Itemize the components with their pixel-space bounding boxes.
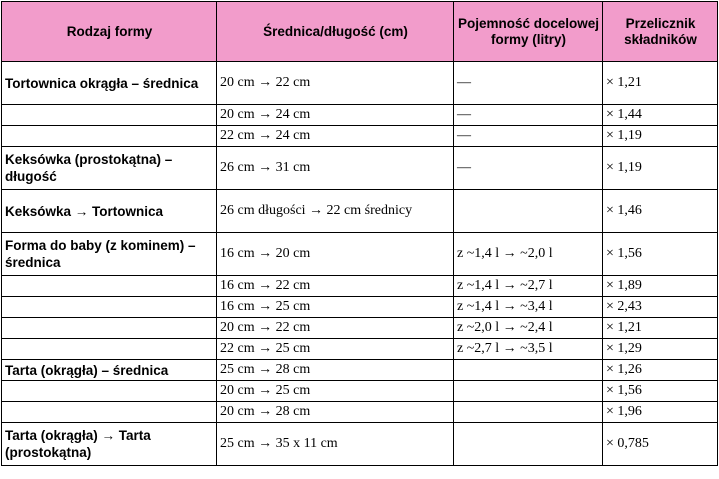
cell-factor: × 2,43	[603, 297, 718, 318]
header-volume: Pojemność docelowej formy (litry)	[454, 2, 603, 62]
cell-volume: z ~1,4 l → ~2,0 l	[454, 233, 603, 276]
cell-factor: × 1,19	[603, 126, 718, 147]
cell-volume: z ~1,4 l → ~3,4 l	[454, 297, 603, 318]
cell-type: Keksówka → Tortownica	[2, 190, 217, 233]
cell-volume	[454, 402, 603, 423]
cell-volume: —	[454, 147, 603, 190]
cell-factor: × 1,29	[603, 339, 718, 360]
header-factor: Przelicznik składników	[603, 2, 718, 62]
table-row	[2, 276, 718, 297]
cell-type: Forma do baby (z kominem) – średnica	[2, 233, 217, 276]
cell-volume: —	[454, 126, 603, 147]
cell-factor: × 1,56	[603, 233, 718, 276]
cell-volume	[454, 423, 603, 466]
table-row	[2, 402, 718, 423]
header-row	[2, 2, 718, 62]
cell-factor: × 1,21	[603, 62, 718, 105]
table-row	[2, 381, 718, 402]
cell-size: 20 cm → 22 cm	[217, 318, 454, 339]
cell-type: Keksówka (prostokątna) – długość	[2, 147, 217, 190]
cell-size: 16 cm → 25 cm	[217, 297, 454, 318]
conversion-table	[1, 1, 718, 466]
cell-size: 20 cm → 22 cm	[217, 62, 454, 105]
cell-factor: × 0,785	[603, 423, 718, 466]
cell-factor: × 1,26	[603, 360, 718, 381]
cell-volume: —	[454, 62, 603, 105]
cell-volume: —	[454, 105, 603, 126]
cell-size: 20 cm → 25 cm	[217, 381, 454, 402]
cell-volume	[454, 190, 603, 233]
cell-factor: × 1,19	[603, 147, 718, 190]
cell-volume: z ~2,0 l → ~2,4 l	[454, 318, 603, 339]
cell-volume	[454, 360, 603, 381]
table-row	[2, 147, 718, 190]
header-size: Średnica/długość (cm)	[217, 2, 454, 62]
table-row	[2, 233, 718, 276]
table-row	[2, 318, 718, 339]
cell-volume: z ~1,4 l → ~2,7 l	[454, 276, 603, 297]
cell-type: Tarta (okrągła) → Tarta (prostokątna)	[2, 423, 217, 466]
cell-type	[2, 381, 217, 402]
cell-factor: × 1,96	[603, 402, 718, 423]
cell-type: Tarta (okrągła) – średnica	[2, 360, 217, 381]
cell-size: 22 cm → 25 cm	[217, 339, 454, 360]
cell-type	[2, 402, 217, 423]
table-row	[2, 297, 718, 318]
cell-size: 22 cm → 24 cm	[217, 126, 454, 147]
cell-size: 16 cm → 22 cm	[217, 276, 454, 297]
cell-size: 16 cm → 20 cm	[217, 233, 454, 276]
table-row	[2, 423, 718, 466]
cell-type	[2, 105, 217, 126]
cell-type	[2, 276, 217, 297]
cell-type	[2, 126, 217, 147]
cell-factor: × 1,21	[603, 318, 718, 339]
table-row	[2, 360, 718, 381]
cell-factor: × 1,44	[603, 105, 718, 126]
cell-size: 25 cm → 28 cm	[217, 360, 454, 381]
cell-size: 26 cm długości → 22 cm średnicy	[217, 190, 454, 233]
cell-type	[2, 339, 217, 360]
header-type: Rodzaj formy	[2, 2, 217, 62]
table-row	[2, 190, 718, 233]
cell-factor: × 1,56	[603, 381, 718, 402]
table-row	[2, 339, 718, 360]
cell-size: 25 cm → 35 x 11 cm	[217, 423, 454, 466]
cell-factor: × 1,89	[603, 276, 718, 297]
cell-size: 20 cm → 24 cm	[217, 105, 454, 126]
cell-volume: z ~2,7 l → ~3,5 l	[454, 339, 603, 360]
cell-volume	[454, 381, 603, 402]
cell-type	[2, 318, 217, 339]
cell-size: 20 cm → 28 cm	[217, 402, 454, 423]
cell-type	[2, 297, 217, 318]
table-row	[2, 105, 718, 126]
table-row	[2, 62, 718, 105]
table-row	[2, 126, 718, 147]
cell-factor: × 1,46	[603, 190, 718, 233]
cell-size: 26 cm → 31 cm	[217, 147, 454, 190]
cell-type: Tortownica okrągła – średnica	[2, 62, 217, 105]
